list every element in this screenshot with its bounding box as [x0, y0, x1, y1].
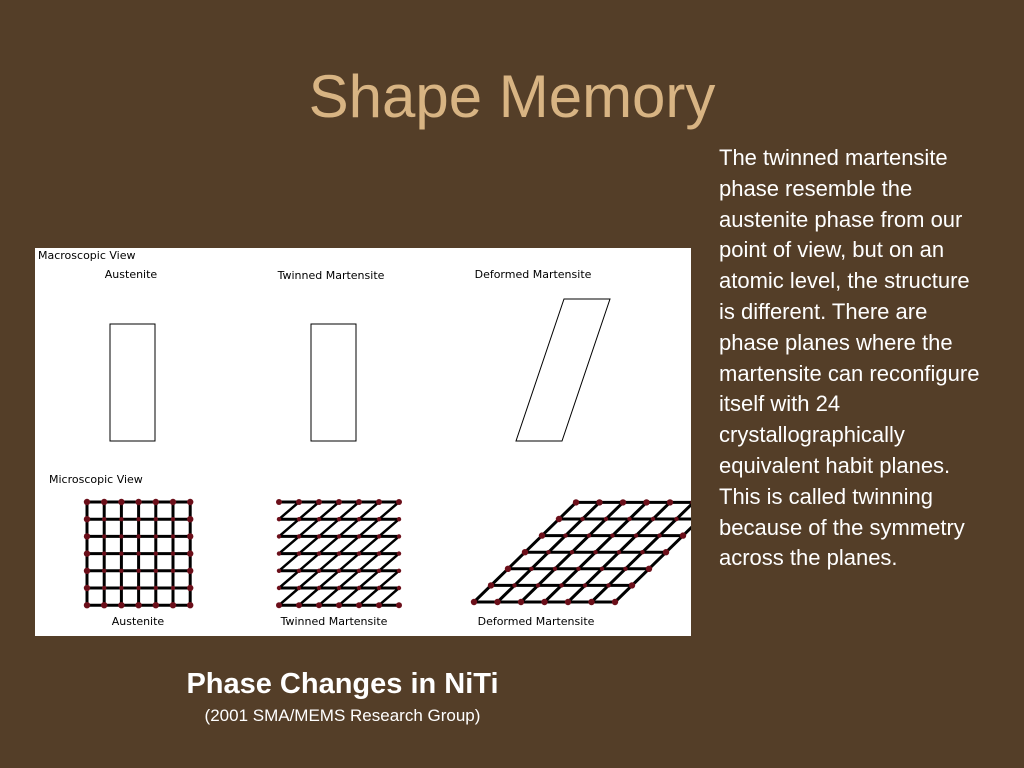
atom — [118, 499, 124, 505]
atom — [522, 549, 528, 555]
atom — [84, 516, 90, 522]
atom — [316, 499, 322, 505]
atom — [556, 516, 562, 522]
atom — [119, 586, 123, 590]
twinned-lattice — [276, 499, 402, 608]
atom — [377, 569, 381, 573]
atom — [102, 551, 106, 555]
lattice-bond — [379, 519, 399, 536]
atom — [376, 499, 382, 505]
atom — [154, 569, 158, 573]
lattice-bond — [299, 536, 319, 553]
atom — [171, 569, 175, 573]
lattice-bond — [319, 502, 339, 519]
lattice-bond — [279, 536, 299, 553]
atom — [356, 602, 362, 608]
lattice-bond — [359, 502, 379, 519]
atom — [84, 585, 90, 591]
atom — [396, 499, 402, 505]
macro-label-twinned: Twinned Martensite — [277, 269, 385, 282]
lattice-bond — [359, 588, 379, 605]
macro-label-austenite: Austenite — [104, 268, 158, 281]
atom — [377, 517, 381, 521]
deformed-lattice — [471, 499, 691, 605]
atom — [317, 517, 321, 521]
atom — [620, 499, 626, 505]
atom — [297, 569, 301, 573]
atom — [277, 517, 281, 521]
atom — [539, 532, 545, 538]
lattice-bond — [319, 588, 339, 605]
atom — [396, 602, 402, 608]
atom — [397, 586, 401, 590]
atom — [559, 583, 563, 587]
slide-title: Shape Memory — [308, 63, 716, 130]
atom — [187, 550, 193, 556]
atom — [573, 499, 579, 505]
atom — [154, 586, 158, 590]
atom — [297, 551, 301, 555]
atom — [657, 533, 661, 537]
atom — [296, 499, 302, 505]
atom — [587, 533, 591, 537]
caption-source: (2001 SMA/MEMS Research Group) — [204, 706, 481, 725]
atom — [600, 567, 604, 571]
atom — [101, 602, 107, 608]
atom — [171, 517, 175, 521]
atom — [663, 549, 669, 555]
lattice-bond — [359, 536, 379, 553]
atom — [317, 551, 321, 555]
atom — [588, 599, 594, 605]
atom — [643, 499, 649, 505]
lattice-bond — [319, 536, 339, 553]
atom — [170, 499, 176, 505]
atom — [674, 517, 678, 521]
deformed-macro-shape — [516, 299, 610, 441]
atom — [102, 517, 106, 521]
atom — [606, 583, 610, 587]
atom — [596, 499, 602, 505]
atom — [297, 517, 301, 521]
atom — [623, 567, 627, 571]
lattice-bond — [339, 502, 359, 519]
atom — [84, 568, 90, 574]
lattice-bond — [279, 571, 299, 588]
atom — [357, 551, 361, 555]
atom — [357, 517, 361, 521]
atom — [277, 586, 281, 590]
atom — [154, 534, 158, 538]
atom — [187, 585, 193, 591]
atom — [84, 602, 90, 608]
atom — [397, 569, 401, 573]
atom — [276, 602, 282, 608]
phase-diagram — [35, 248, 691, 636]
atom — [541, 599, 547, 605]
atom — [187, 568, 193, 574]
atom — [136, 534, 140, 538]
macro-heading: Macroscopic View — [38, 249, 136, 262]
atom — [357, 586, 361, 590]
lattice-bond — [339, 536, 359, 553]
atom — [277, 569, 281, 573]
atom — [136, 551, 140, 555]
lattice-bond — [339, 554, 359, 571]
atom — [154, 517, 158, 521]
atom — [296, 602, 302, 608]
atom — [135, 499, 141, 505]
atom — [136, 517, 140, 521]
atom — [317, 586, 321, 590]
atom — [336, 499, 342, 505]
lattice-bond — [319, 571, 339, 588]
atom — [153, 602, 159, 608]
lattice-bond — [359, 554, 379, 571]
caption-title: Phase Changes in NiTi — [186, 668, 499, 700]
lattice-bond — [279, 502, 299, 519]
atom — [153, 499, 159, 505]
atom — [640, 550, 644, 554]
atom — [377, 534, 381, 538]
atom — [576, 567, 580, 571]
lattice-bond — [379, 554, 399, 571]
atom — [187, 499, 193, 505]
atom — [604, 517, 608, 521]
micro-heading: Microscopic View — [49, 473, 143, 486]
atom — [651, 517, 655, 521]
atom — [580, 517, 584, 521]
atom — [119, 569, 123, 573]
lattice-bond — [279, 519, 299, 536]
atom — [154, 551, 158, 555]
atom — [337, 534, 341, 538]
atom — [136, 569, 140, 573]
atom — [488, 582, 494, 588]
atom — [357, 534, 361, 538]
atom — [102, 586, 106, 590]
micro-label-deformed: Deformed Martensite — [477, 615, 595, 628]
atom — [135, 602, 141, 608]
atom — [297, 534, 301, 538]
atom — [583, 583, 587, 587]
lattice-bond — [339, 571, 359, 588]
macro-label-deformed: Deformed Martensite — [474, 268, 592, 281]
austenite-lattice — [84, 499, 194, 609]
lattice-bond — [299, 554, 319, 571]
lattice-bond — [359, 519, 379, 536]
atom — [565, 599, 571, 605]
atom — [118, 602, 124, 608]
lattice-bond — [279, 588, 299, 605]
atom — [546, 550, 550, 554]
lattice-bond — [299, 571, 319, 588]
atom — [84, 550, 90, 556]
lattice-bond — [319, 554, 339, 571]
atom — [377, 551, 381, 555]
atom — [512, 583, 516, 587]
atom — [377, 586, 381, 590]
atom — [102, 569, 106, 573]
atom — [357, 569, 361, 573]
body-text: The twinned martensite phase resemble the austenite phase from our point of view, but on an atomic level, the structure is different. There are phase planes where the martensite can reconfigure itself with 24 crystallographically equivalent habit planes. This is called twinning because of the symmetry across the planes. — [719, 145, 980, 571]
atom — [119, 534, 123, 538]
micro-label-austenite: Austenite — [111, 615, 165, 628]
atom — [171, 534, 175, 538]
atom — [593, 550, 597, 554]
lattice-bond — [339, 519, 359, 536]
atom — [119, 551, 123, 555]
atom — [629, 582, 635, 588]
atom — [376, 602, 382, 608]
lattice-bond — [379, 571, 399, 588]
atom — [634, 533, 638, 537]
atom — [627, 517, 631, 521]
atom — [317, 569, 321, 573]
micro-label-twinned: Twinned Martensite — [280, 615, 388, 628]
atom — [610, 533, 614, 537]
atom — [336, 602, 342, 608]
atom — [536, 583, 540, 587]
lattice-bond — [379, 588, 399, 605]
atom — [646, 566, 652, 572]
atom — [397, 551, 401, 555]
phase-diagram-svg — [35, 248, 691, 636]
atom — [102, 534, 106, 538]
atom — [397, 517, 401, 521]
atom — [680, 532, 686, 538]
atom — [612, 599, 618, 605]
atom — [171, 586, 175, 590]
atom — [276, 499, 282, 505]
atom — [297, 586, 301, 590]
atom — [397, 534, 401, 538]
austenite-macro-shape — [110, 324, 155, 441]
atom — [84, 533, 90, 539]
atom — [316, 602, 322, 608]
lattice-bond — [359, 571, 379, 588]
atom — [505, 566, 511, 572]
lattice-bond — [299, 588, 319, 605]
atom — [494, 599, 500, 605]
atom — [187, 516, 193, 522]
atom — [187, 533, 193, 539]
atom — [570, 550, 574, 554]
atom — [617, 550, 621, 554]
atom — [337, 517, 341, 521]
atom — [136, 586, 140, 590]
lattice-bond — [299, 502, 319, 519]
atom — [667, 499, 673, 505]
lattice-bond — [379, 536, 399, 553]
atom — [277, 534, 281, 538]
atom — [356, 499, 362, 505]
lattice-bond — [339, 588, 359, 605]
lattice-bond — [299, 519, 319, 536]
atom — [337, 551, 341, 555]
atom — [171, 551, 175, 555]
lattice-bond — [379, 502, 399, 519]
lattice-bond — [319, 519, 339, 536]
atom — [277, 551, 281, 555]
atom — [337, 569, 341, 573]
atom — [518, 599, 524, 605]
atom — [187, 602, 193, 608]
atom — [471, 599, 477, 605]
atom — [101, 499, 107, 505]
atom — [563, 533, 567, 537]
atom — [84, 499, 90, 505]
atom — [553, 567, 557, 571]
atom — [170, 602, 176, 608]
atom — [529, 567, 533, 571]
lattice-bond — [279, 554, 299, 571]
atom — [317, 534, 321, 538]
twinned-macro-shape — [311, 324, 356, 441]
atom — [337, 586, 341, 590]
atom — [119, 517, 123, 521]
